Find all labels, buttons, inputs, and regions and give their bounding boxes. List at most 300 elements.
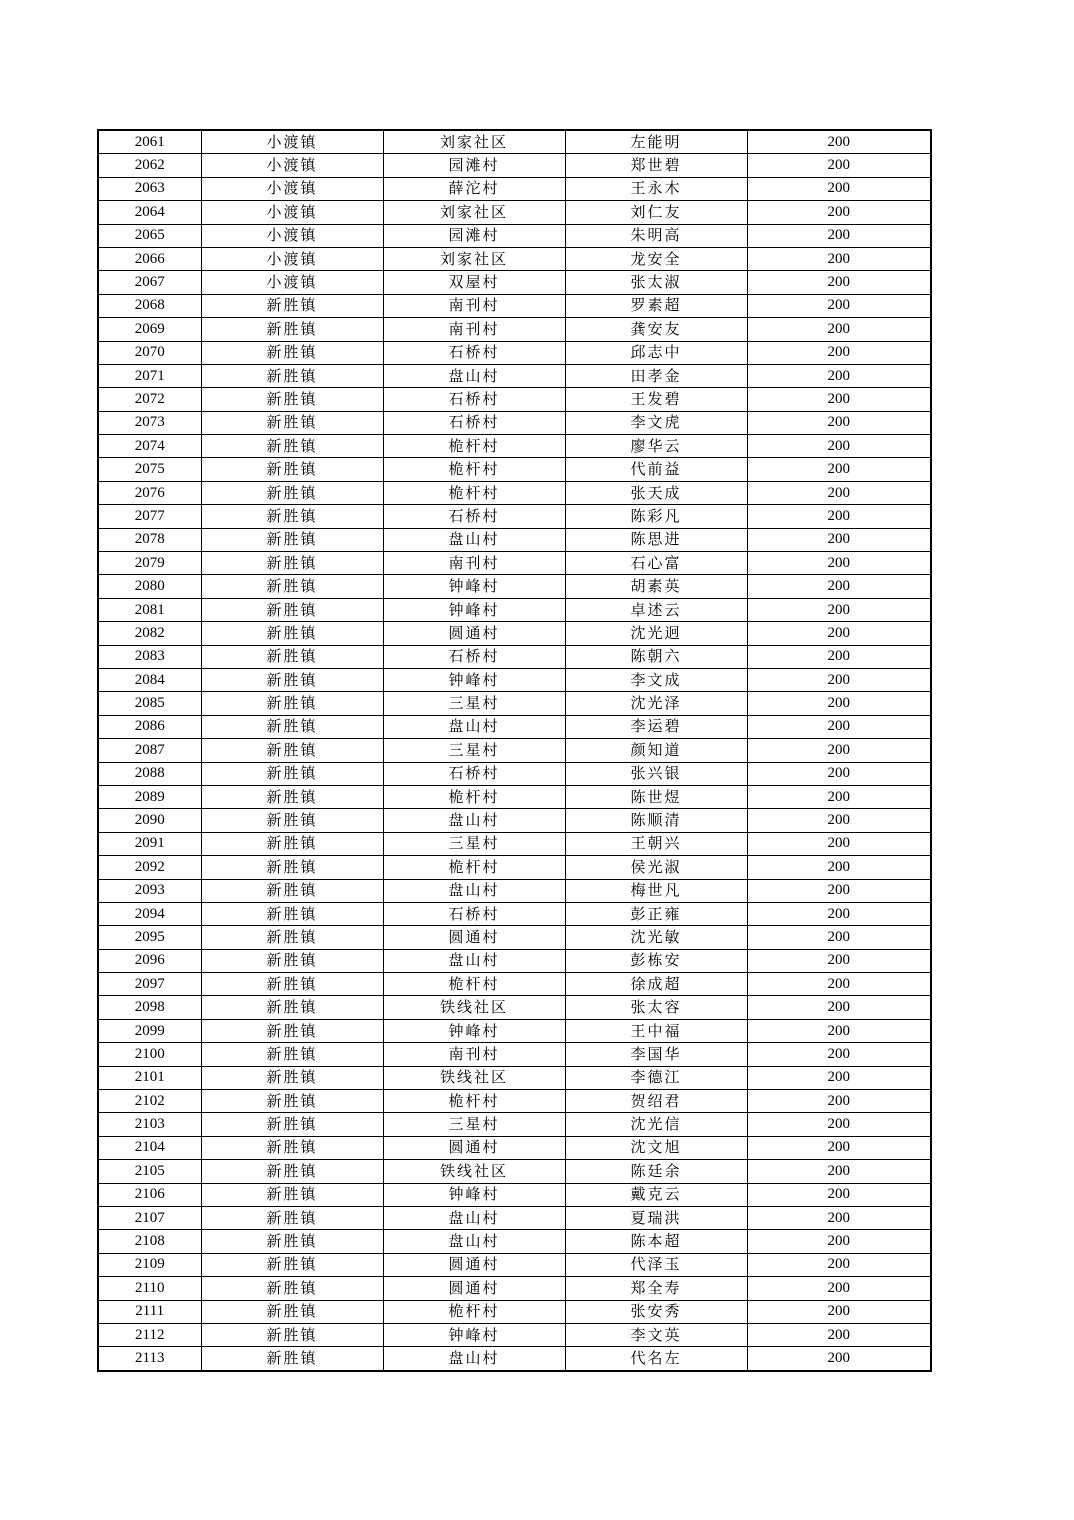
data-table: [97, 129, 932, 1372]
village-name-cell: 圆通村: [383, 1277, 565, 1300]
person-name-cell: 张太淑: [565, 271, 747, 294]
amount-cell: 200: [747, 739, 931, 762]
amount-cell: 200: [747, 1347, 931, 1371]
village-name-cell: 石桥村: [383, 388, 565, 411]
table-row: [98, 645, 931, 668]
amount-cell: 200: [747, 505, 931, 528]
amount-cell: 200: [747, 1113, 931, 1136]
village-name-cell: 桅杆村: [383, 785, 565, 808]
row-number-cell: 2100: [98, 1043, 201, 1066]
person-name-cell: 张安秀: [565, 1300, 747, 1323]
row-number-cell: 2092: [98, 856, 201, 879]
person-name-cell: 沈文旭: [565, 1136, 747, 1159]
village-name-cell: 桅杆村: [383, 856, 565, 879]
table-row: [98, 1323, 931, 1346]
village-name-cell: 南刊村: [383, 318, 565, 341]
table-row: [98, 1253, 931, 1276]
amount-cell: 200: [747, 809, 931, 832]
table-row: [98, 832, 931, 855]
person-name-cell: 沈光迥: [565, 622, 747, 645]
village-name-cell: 盘山村: [383, 949, 565, 972]
table-row: [98, 902, 931, 925]
village-name-cell: 铁线社区: [383, 1160, 565, 1183]
row-number-cell: 2066: [98, 247, 201, 270]
amount-cell: 200: [747, 879, 931, 902]
town-name-cell: 新胜镇: [201, 294, 383, 317]
village-name-cell: 圆通村: [383, 1253, 565, 1276]
village-name-cell: 南刊村: [383, 1043, 565, 1066]
town-name-cell: 新胜镇: [201, 598, 383, 621]
person-name-cell: 张天成: [565, 481, 747, 504]
row-number-cell: 2105: [98, 1160, 201, 1183]
person-name-cell: 陈世煜: [565, 785, 747, 808]
table-row: [98, 318, 931, 341]
table-row: [98, 668, 931, 691]
table-row: [98, 1066, 931, 1089]
row-number-cell: 2093: [98, 879, 201, 902]
village-name-cell: 铁线社区: [383, 996, 565, 1019]
village-name-cell: 钟峰村: [383, 575, 565, 598]
amount-cell: 200: [747, 154, 931, 177]
town-name-cell: 新胜镇: [201, 1160, 383, 1183]
table-row: [98, 785, 931, 808]
table-row: [98, 1113, 931, 1136]
row-number-cell: 2112: [98, 1323, 201, 1346]
village-name-cell: 桅杆村: [383, 973, 565, 996]
table-row: [98, 388, 931, 411]
row-number-cell: 2082: [98, 622, 201, 645]
person-name-cell: 陈朝六: [565, 645, 747, 668]
town-name-cell: 新胜镇: [201, 318, 383, 341]
amount-cell: 200: [747, 1277, 931, 1300]
village-name-cell: 三星村: [383, 1113, 565, 1136]
person-name-cell: 李德江: [565, 1066, 747, 1089]
amount-cell: 200: [747, 1183, 931, 1206]
row-number-cell: 2098: [98, 996, 201, 1019]
village-name-cell: 桅杆村: [383, 1090, 565, 1113]
village-name-cell: 刘家社区: [383, 201, 565, 224]
table-row: [98, 364, 931, 387]
amount-cell: 200: [747, 622, 931, 645]
person-name-cell: 贺绍君: [565, 1090, 747, 1113]
row-number-cell: 2091: [98, 832, 201, 855]
table-row: [98, 552, 931, 575]
village-name-cell: 盘山村: [383, 364, 565, 387]
person-name-cell: 彭栋安: [565, 949, 747, 972]
table-row: [98, 926, 931, 949]
person-name-cell: 王朝兴: [565, 832, 747, 855]
person-name-cell: 徐成超: [565, 973, 747, 996]
person-name-cell: 田孝金: [565, 364, 747, 387]
amount-cell: 200: [747, 996, 931, 1019]
town-name-cell: 新胜镇: [201, 1066, 383, 1089]
table-row: [98, 528, 931, 551]
town-name-cell: 小渡镇: [201, 271, 383, 294]
amount-cell: 200: [747, 832, 931, 855]
table-row: [98, 130, 931, 154]
amount-cell: 200: [747, 130, 931, 154]
table-row: [98, 341, 931, 364]
town-name-cell: 新胜镇: [201, 411, 383, 434]
amount-cell: 200: [747, 715, 931, 738]
person-name-cell: 梅世凡: [565, 879, 747, 902]
row-number-cell: 2071: [98, 364, 201, 387]
person-name-cell: 沈光信: [565, 1113, 747, 1136]
person-name-cell: 代前益: [565, 458, 747, 481]
town-name-cell: 新胜镇: [201, 1277, 383, 1300]
town-name-cell: 小渡镇: [201, 224, 383, 247]
row-number-cell: 2099: [98, 1019, 201, 1042]
person-name-cell: 陈顺清: [565, 809, 747, 832]
village-name-cell: 石桥村: [383, 902, 565, 925]
person-name-cell: 张太容: [565, 996, 747, 1019]
row-number-cell: 2094: [98, 902, 201, 925]
person-name-cell: 夏瑞洪: [565, 1206, 747, 1229]
town-name-cell: 新胜镇: [201, 1206, 383, 1229]
village-name-cell: 圆通村: [383, 1136, 565, 1159]
row-number-cell: 2068: [98, 294, 201, 317]
amount-cell: 200: [747, 598, 931, 621]
person-name-cell: 朱明高: [565, 224, 747, 247]
person-name-cell: 陈廷余: [565, 1160, 747, 1183]
village-name-cell: 石桥村: [383, 341, 565, 364]
town-name-cell: 新胜镇: [201, 1113, 383, 1136]
table-row: [98, 411, 931, 434]
village-name-cell: 三星村: [383, 692, 565, 715]
row-number-cell: 2089: [98, 785, 201, 808]
town-name-cell: 新胜镇: [201, 458, 383, 481]
person-name-cell: 陈思进: [565, 528, 747, 551]
town-name-cell: 新胜镇: [201, 435, 383, 458]
amount-cell: 200: [747, 224, 931, 247]
row-number-cell: 2073: [98, 411, 201, 434]
row-number-cell: 2062: [98, 154, 201, 177]
town-name-cell: 新胜镇: [201, 622, 383, 645]
person-name-cell: 王中福: [565, 1019, 747, 1042]
person-name-cell: 彭正雍: [565, 902, 747, 925]
amount-cell: 200: [747, 247, 931, 270]
row-number-cell: 2110: [98, 1277, 201, 1300]
village-name-cell: 石桥村: [383, 505, 565, 528]
amount-cell: 200: [747, 201, 931, 224]
amount-cell: 200: [747, 1160, 931, 1183]
row-number-cell: 2074: [98, 435, 201, 458]
town-name-cell: 新胜镇: [201, 692, 383, 715]
town-name-cell: 新胜镇: [201, 1136, 383, 1159]
table-row: [98, 224, 931, 247]
row-number-cell: 2080: [98, 575, 201, 598]
row-number-cell: 2065: [98, 224, 201, 247]
town-name-cell: 新胜镇: [201, 715, 383, 738]
town-name-cell: 新胜镇: [201, 575, 383, 598]
town-name-cell: 新胜镇: [201, 785, 383, 808]
village-name-cell: 三星村: [383, 832, 565, 855]
person-name-cell: 邱志中: [565, 341, 747, 364]
town-name-cell: 小渡镇: [201, 130, 383, 154]
person-name-cell: 沈光敏: [565, 926, 747, 949]
row-number-cell: 2109: [98, 1253, 201, 1276]
table-row: [98, 1183, 931, 1206]
table-row: [98, 762, 931, 785]
amount-cell: 200: [747, 926, 931, 949]
person-name-cell: 李运碧: [565, 715, 747, 738]
person-name-cell: 胡素英: [565, 575, 747, 598]
table-row: [98, 294, 931, 317]
row-number-cell: 2072: [98, 388, 201, 411]
town-name-cell: 新胜镇: [201, 1347, 383, 1371]
table-row: [98, 575, 931, 598]
person-name-cell: 龙安全: [565, 247, 747, 270]
amount-cell: 200: [747, 388, 931, 411]
row-number-cell: 2084: [98, 668, 201, 691]
table-row: [98, 879, 931, 902]
row-number-cell: 2104: [98, 1136, 201, 1159]
village-name-cell: 盘山村: [383, 809, 565, 832]
town-name-cell: 新胜镇: [201, 856, 383, 879]
village-name-cell: 园滩村: [383, 224, 565, 247]
town-name-cell: 新胜镇: [201, 1323, 383, 1346]
amount-cell: 200: [747, 458, 931, 481]
town-name-cell: 新胜镇: [201, 364, 383, 387]
town-name-cell: 新胜镇: [201, 1183, 383, 1206]
person-name-cell: 卓述云: [565, 598, 747, 621]
amount-cell: 200: [747, 1300, 931, 1323]
row-number-cell: 2106: [98, 1183, 201, 1206]
village-name-cell: 石桥村: [383, 762, 565, 785]
village-name-cell: 盘山村: [383, 1206, 565, 1229]
table-row: [98, 1136, 931, 1159]
person-name-cell: 李文虎: [565, 411, 747, 434]
village-name-cell: 盘山村: [383, 1230, 565, 1253]
person-name-cell: 郑世碧: [565, 154, 747, 177]
person-name-cell: 戴克云: [565, 1183, 747, 1206]
person-name-cell: 廖华云: [565, 435, 747, 458]
table-row: [98, 1230, 931, 1253]
table-body: [98, 130, 931, 1371]
table-row: [98, 1043, 931, 1066]
table-row: [98, 622, 931, 645]
village-name-cell: 钟峰村: [383, 1019, 565, 1042]
row-number-cell: 2097: [98, 973, 201, 996]
person-name-cell: 李国华: [565, 1043, 747, 1066]
amount-cell: 200: [747, 902, 931, 925]
village-name-cell: 刘家社区: [383, 130, 565, 154]
table-row: [98, 201, 931, 224]
table-row: [98, 1019, 931, 1042]
person-name-cell: 石心富: [565, 552, 747, 575]
amount-cell: 200: [747, 552, 931, 575]
person-name-cell: 郑全寿: [565, 1277, 747, 1300]
person-name-cell: 刘仁友: [565, 201, 747, 224]
table-row: [98, 739, 931, 762]
row-number-cell: 2075: [98, 458, 201, 481]
town-name-cell: 新胜镇: [201, 388, 383, 411]
row-number-cell: 2102: [98, 1090, 201, 1113]
town-name-cell: 新胜镇: [201, 879, 383, 902]
village-name-cell: 盘山村: [383, 1347, 565, 1371]
row-number-cell: 2069: [98, 318, 201, 341]
table-row: [98, 996, 931, 1019]
amount-cell: 200: [747, 528, 931, 551]
amount-cell: 200: [747, 1253, 931, 1276]
row-number-cell: 2061: [98, 130, 201, 154]
person-name-cell: 龚安友: [565, 318, 747, 341]
row-number-cell: 2077: [98, 505, 201, 528]
amount-cell: 200: [747, 973, 931, 996]
amount-cell: 200: [747, 785, 931, 808]
village-name-cell: 南刊村: [383, 552, 565, 575]
amount-cell: 200: [747, 762, 931, 785]
row-number-cell: 2076: [98, 481, 201, 504]
town-name-cell: 新胜镇: [201, 902, 383, 925]
table-row: [98, 973, 931, 996]
row-number-cell: 2108: [98, 1230, 201, 1253]
amount-cell: 200: [747, 318, 931, 341]
table-row: [98, 481, 931, 504]
person-name-cell: 王永木: [565, 177, 747, 200]
row-number-cell: 2070: [98, 341, 201, 364]
person-name-cell: 代泽玉: [565, 1253, 747, 1276]
table-row: [98, 1160, 931, 1183]
row-number-cell: 2081: [98, 598, 201, 621]
amount-cell: 200: [747, 856, 931, 879]
person-name-cell: 王发碧: [565, 388, 747, 411]
amount-cell: 200: [747, 949, 931, 972]
table-row: [98, 856, 931, 879]
village-name-cell: 双屋村: [383, 271, 565, 294]
table-row: [98, 715, 931, 738]
amount-cell: 200: [747, 1323, 931, 1346]
village-name-cell: 园滩村: [383, 154, 565, 177]
row-number-cell: 2088: [98, 762, 201, 785]
town-name-cell: 新胜镇: [201, 926, 383, 949]
village-name-cell: 钟峰村: [383, 1183, 565, 1206]
town-name-cell: 新胜镇: [201, 481, 383, 504]
town-name-cell: 新胜镇: [201, 1019, 383, 1042]
village-name-cell: 铁线社区: [383, 1066, 565, 1089]
town-name-cell: 新胜镇: [201, 996, 383, 1019]
village-name-cell: 盘山村: [383, 879, 565, 902]
town-name-cell: 新胜镇: [201, 973, 383, 996]
amount-cell: 200: [747, 177, 931, 200]
person-name-cell: 侯光淑: [565, 856, 747, 879]
person-name-cell: 罗素超: [565, 294, 747, 317]
person-name-cell: 张兴银: [565, 762, 747, 785]
town-name-cell: 新胜镇: [201, 949, 383, 972]
town-name-cell: 新胜镇: [201, 1253, 383, 1276]
town-name-cell: 新胜镇: [201, 505, 383, 528]
row-number-cell: 2064: [98, 201, 201, 224]
person-name-cell: 颜知道: [565, 739, 747, 762]
person-name-cell: 李文成: [565, 668, 747, 691]
person-name-cell: 李文英: [565, 1323, 747, 1346]
amount-cell: 200: [747, 341, 931, 364]
town-name-cell: 新胜镇: [201, 1090, 383, 1113]
amount-cell: 200: [747, 271, 931, 294]
amount-cell: 200: [747, 1043, 931, 1066]
town-name-cell: 新胜镇: [201, 341, 383, 364]
town-name-cell: 小渡镇: [201, 201, 383, 224]
town-name-cell: 新胜镇: [201, 762, 383, 785]
town-name-cell: 小渡镇: [201, 154, 383, 177]
person-name-cell: 左能明: [565, 130, 747, 154]
row-number-cell: 2111: [98, 1300, 201, 1323]
amount-cell: 200: [747, 435, 931, 458]
village-name-cell: 钟峰村: [383, 668, 565, 691]
row-number-cell: 2078: [98, 528, 201, 551]
town-name-cell: 新胜镇: [201, 645, 383, 668]
village-name-cell: 钟峰村: [383, 1323, 565, 1346]
row-number-cell: 2101: [98, 1066, 201, 1089]
table-row: [98, 247, 931, 270]
row-number-cell: 2063: [98, 177, 201, 200]
village-name-cell: 圆通村: [383, 926, 565, 949]
village-name-cell: 圆通村: [383, 622, 565, 645]
village-name-cell: 桅杆村: [383, 1300, 565, 1323]
row-number-cell: 2086: [98, 715, 201, 738]
village-name-cell: 石桥村: [383, 411, 565, 434]
town-name-cell: 新胜镇: [201, 739, 383, 762]
amount-cell: 200: [747, 668, 931, 691]
town-name-cell: 新胜镇: [201, 1043, 383, 1066]
amount-cell: 200: [747, 1206, 931, 1229]
town-name-cell: 新胜镇: [201, 1300, 383, 1323]
village-name-cell: 三星村: [383, 739, 565, 762]
table-row: [98, 692, 931, 715]
row-number-cell: 2087: [98, 739, 201, 762]
town-name-cell: 小渡镇: [201, 177, 383, 200]
person-name-cell: 陈本超: [565, 1230, 747, 1253]
table-row: [98, 505, 931, 528]
village-name-cell: 桅杆村: [383, 458, 565, 481]
row-number-cell: 2090: [98, 809, 201, 832]
amount-cell: 200: [747, 645, 931, 668]
amount-cell: 200: [747, 294, 931, 317]
table-row: [98, 154, 931, 177]
town-name-cell: 新胜镇: [201, 809, 383, 832]
table-row: [98, 1300, 931, 1323]
village-name-cell: 盘山村: [383, 715, 565, 738]
town-name-cell: 新胜镇: [201, 668, 383, 691]
town-name-cell: 新胜镇: [201, 832, 383, 855]
amount-cell: 200: [747, 575, 931, 598]
amount-cell: 200: [747, 1090, 931, 1113]
table-row: [98, 1277, 931, 1300]
town-name-cell: 小渡镇: [201, 247, 383, 270]
village-name-cell: 钟峰村: [383, 598, 565, 621]
town-name-cell: 新胜镇: [201, 552, 383, 575]
amount-cell: 200: [747, 692, 931, 715]
amount-cell: 200: [747, 1019, 931, 1042]
table-row: [98, 271, 931, 294]
row-number-cell: 2096: [98, 949, 201, 972]
row-number-cell: 2083: [98, 645, 201, 668]
person-name-cell: 代名左: [565, 1347, 747, 1371]
amount-cell: 200: [747, 364, 931, 387]
amount-cell: 200: [747, 1066, 931, 1089]
row-number-cell: 2113: [98, 1347, 201, 1371]
row-number-cell: 2107: [98, 1206, 201, 1229]
table-row: [98, 458, 931, 481]
amount-cell: 200: [747, 1136, 931, 1159]
table-row: [98, 1206, 931, 1229]
town-name-cell: 新胜镇: [201, 1230, 383, 1253]
village-name-cell: 盘山村: [383, 528, 565, 551]
row-number-cell: 2103: [98, 1113, 201, 1136]
village-name-cell: 桅杆村: [383, 435, 565, 458]
table-row: [98, 435, 931, 458]
table-row: [98, 1347, 931, 1371]
